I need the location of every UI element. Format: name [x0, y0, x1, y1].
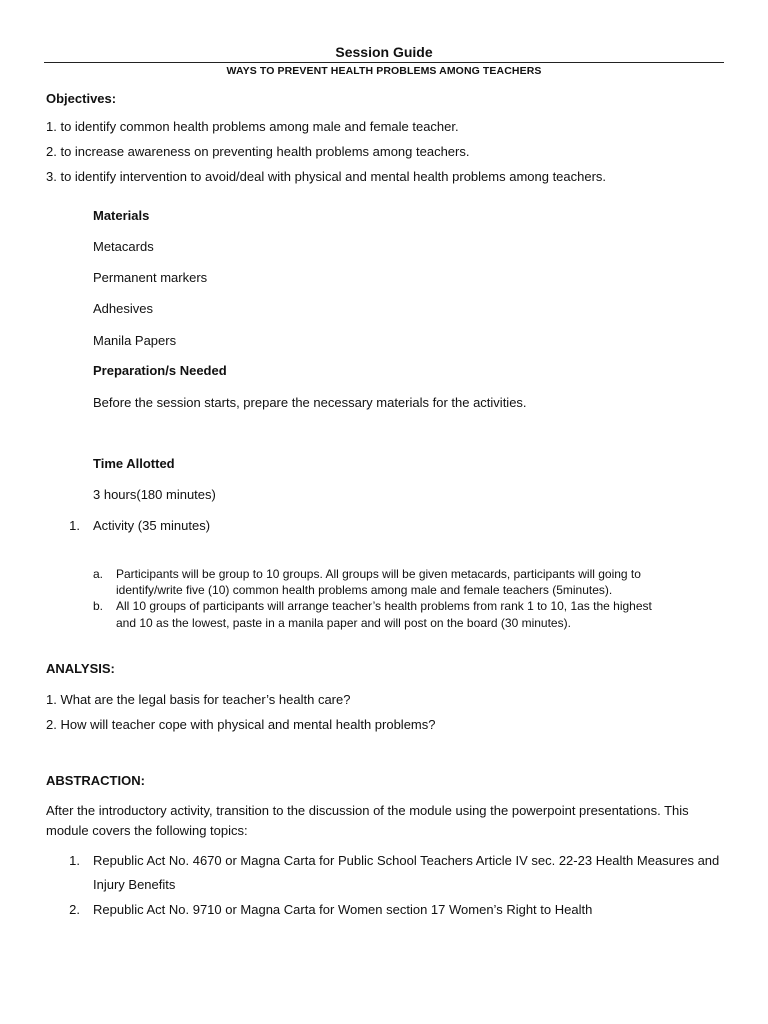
material-item: Manila Papers: [93, 333, 177, 348]
document-title: Session Guide: [335, 44, 433, 60]
title-rule: [44, 62, 724, 63]
material-item: Permanent markers: [93, 270, 208, 285]
objective-item: 2. to increase awareness on preventing health problems among teachers.: [46, 144, 470, 159]
activity-subitem-line: identify/write five (10) common health problems among male and female teachers (5minutes).: [116, 583, 613, 597]
material-item: Metacards: [93, 239, 154, 254]
topic-number: 1.: [69, 853, 80, 868]
activity-subitem-marker: b.: [92, 599, 103, 613]
objective-item: 3. to identify intervention to avoid/deal with physical and mental health problems among teachers.: [46, 169, 607, 184]
abstraction-heading: ABSTRACTION:: [46, 773, 145, 788]
activity-subitem-marker: a.: [92, 567, 103, 581]
time-text: 3 hours(180 minutes): [93, 487, 216, 502]
analysis-item: 1. What are the legal basis for teacher’s health care?: [46, 692, 351, 707]
activity-number: 1.: [69, 518, 80, 533]
topic-line: Republic Act No. 4670 or Magna Carta for Public School Teachers Article IV sec. 22-23 Health Measures and: [93, 853, 720, 868]
activity-subitem-line: All 10 groups of participants will arrange teacher’s health problems from rank 1 to 10, 1as the highest: [116, 599, 652, 613]
materials-heading: Materials: [93, 208, 150, 223]
analysis-item: 2. How will teacher cope with physical and mental health problems?: [46, 717, 436, 732]
time-heading: Time Allotted: [93, 456, 175, 471]
material-item: Adhesives: [93, 301, 153, 316]
analysis-heading: ANALYSIS:: [46, 661, 115, 676]
abstraction-intro-line: After the introductory activity, transition to the discussion of the module using the powerpoint presentations. This: [46, 803, 689, 818]
abstraction-intro-line: module covers the following topics:: [46, 823, 248, 838]
topic-number: 2.: [69, 902, 80, 917]
activity-title: Activity (35 minutes): [93, 518, 211, 533]
activity-subitem-line: Participants will be group to 10 groups. All groups will be given metacards, participants will going to: [116, 567, 641, 581]
preparation-heading: Preparation/s Needed: [93, 363, 227, 378]
topic-line: Republic Act No. 9710 or Magna Carta for Women section 17 Women’s Right to Health: [93, 902, 593, 917]
objective-item: 1. to identify common health problems among male and female teacher.: [46, 119, 459, 134]
topic-line: Injury Benefits: [93, 877, 176, 892]
objectives-heading: Objectives:: [46, 91, 117, 106]
preparation-text: Before the session starts, prepare the necessary materials for the activities.: [93, 395, 527, 410]
activity-subitem-line: and 10 as the lowest, paste in a manila paper and will post on the board (30 minutes).: [116, 616, 571, 630]
document-subtitle: WAYS TO PREVENT HEALTH PROBLEMS AMONG TEACHERS: [226, 65, 542, 77]
